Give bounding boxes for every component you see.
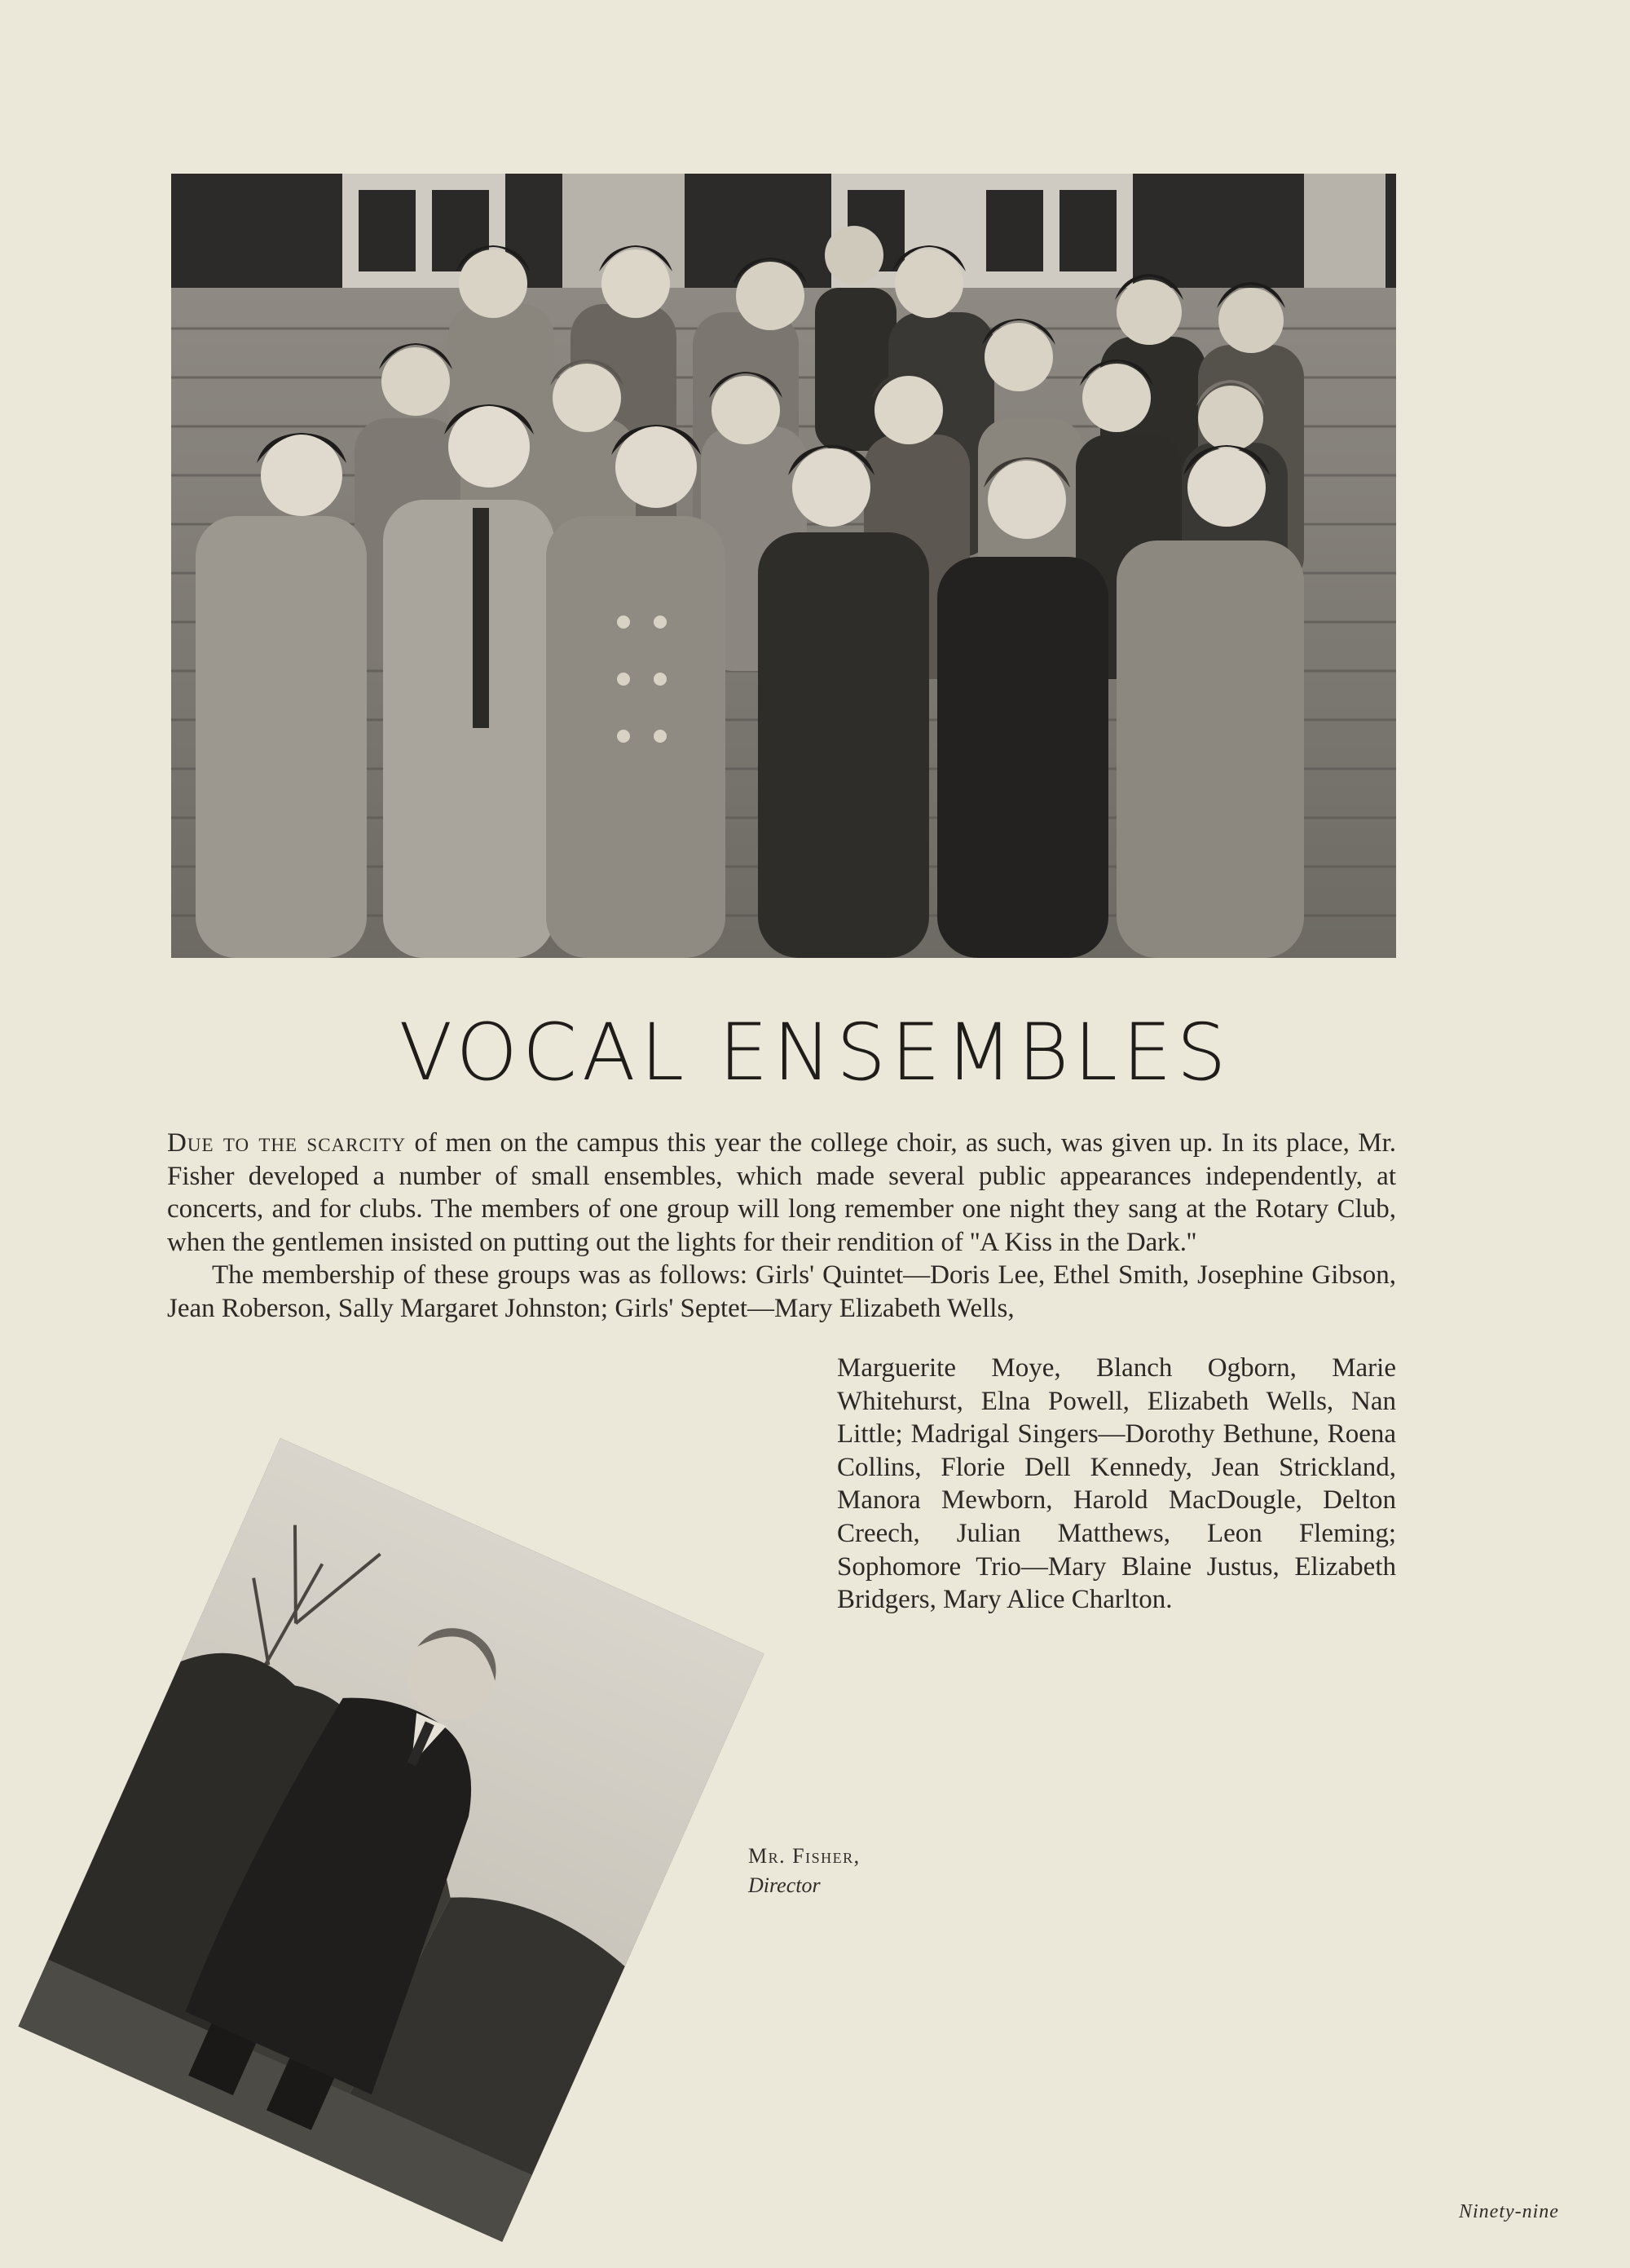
page-title: VOCAL ENSEMBLES (399, 1007, 1231, 1098)
director-photo-image (18, 1438, 764, 2242)
director-photo (18, 1438, 764, 2242)
group-photo-image (171, 174, 1396, 958)
photo-caption (748, 1842, 861, 1900)
membership-column: Marguerite Moye, Blanch Ogborn, Marie Whitehurst, Elna Powell, Elizabeth Wells, Nan Little; Madrigal Singers—Dorothy Bethune, Roena Collins, Florie Dell Kennedy, Jean Strickland, Manora Mewborn, Harold MacDougle, Delton Creech, Julian Matthews, Leon Fleming; Sophomore Trio—Mary Blaine Justus, Elizabeth Bridgers, Mary Alice Charlton. (837, 1353, 1396, 1615)
page-number: Ninety-nine (1459, 2201, 1559, 2222)
paragraph-1-text: of men on the campus this year the college choir, as such, was given up. In its place, Mr. Fisher developed a number of small ensembles, which made several public appearances independently, at concerts, and for clubs. The members of one group will long remember one night they sang at the Rotary Club, when the gentlemen insisted on putting out the lights for their rendition of ''A Kiss in the Dark.'' (167, 1128, 1396, 1257)
paragraph-1-lead: Due to the scarcity (167, 1128, 407, 1158)
caption-name: Mr. Fisher, (748, 1844, 861, 1868)
paragraph-1 (167, 1127, 1396, 1259)
group-photo (171, 174, 1396, 958)
article-body (167, 1127, 1396, 1325)
paragraph-2: The membership of these groups was as follows: Girls' Quintet—Doris Lee, Ethel Smith, Josephine Gibson, Jean Roberson, Sally Margaret Johnston; Girls' Septet—Mary Elizabeth Wells, (167, 1260, 1396, 1323)
caption-role: Director (748, 1873, 821, 1897)
